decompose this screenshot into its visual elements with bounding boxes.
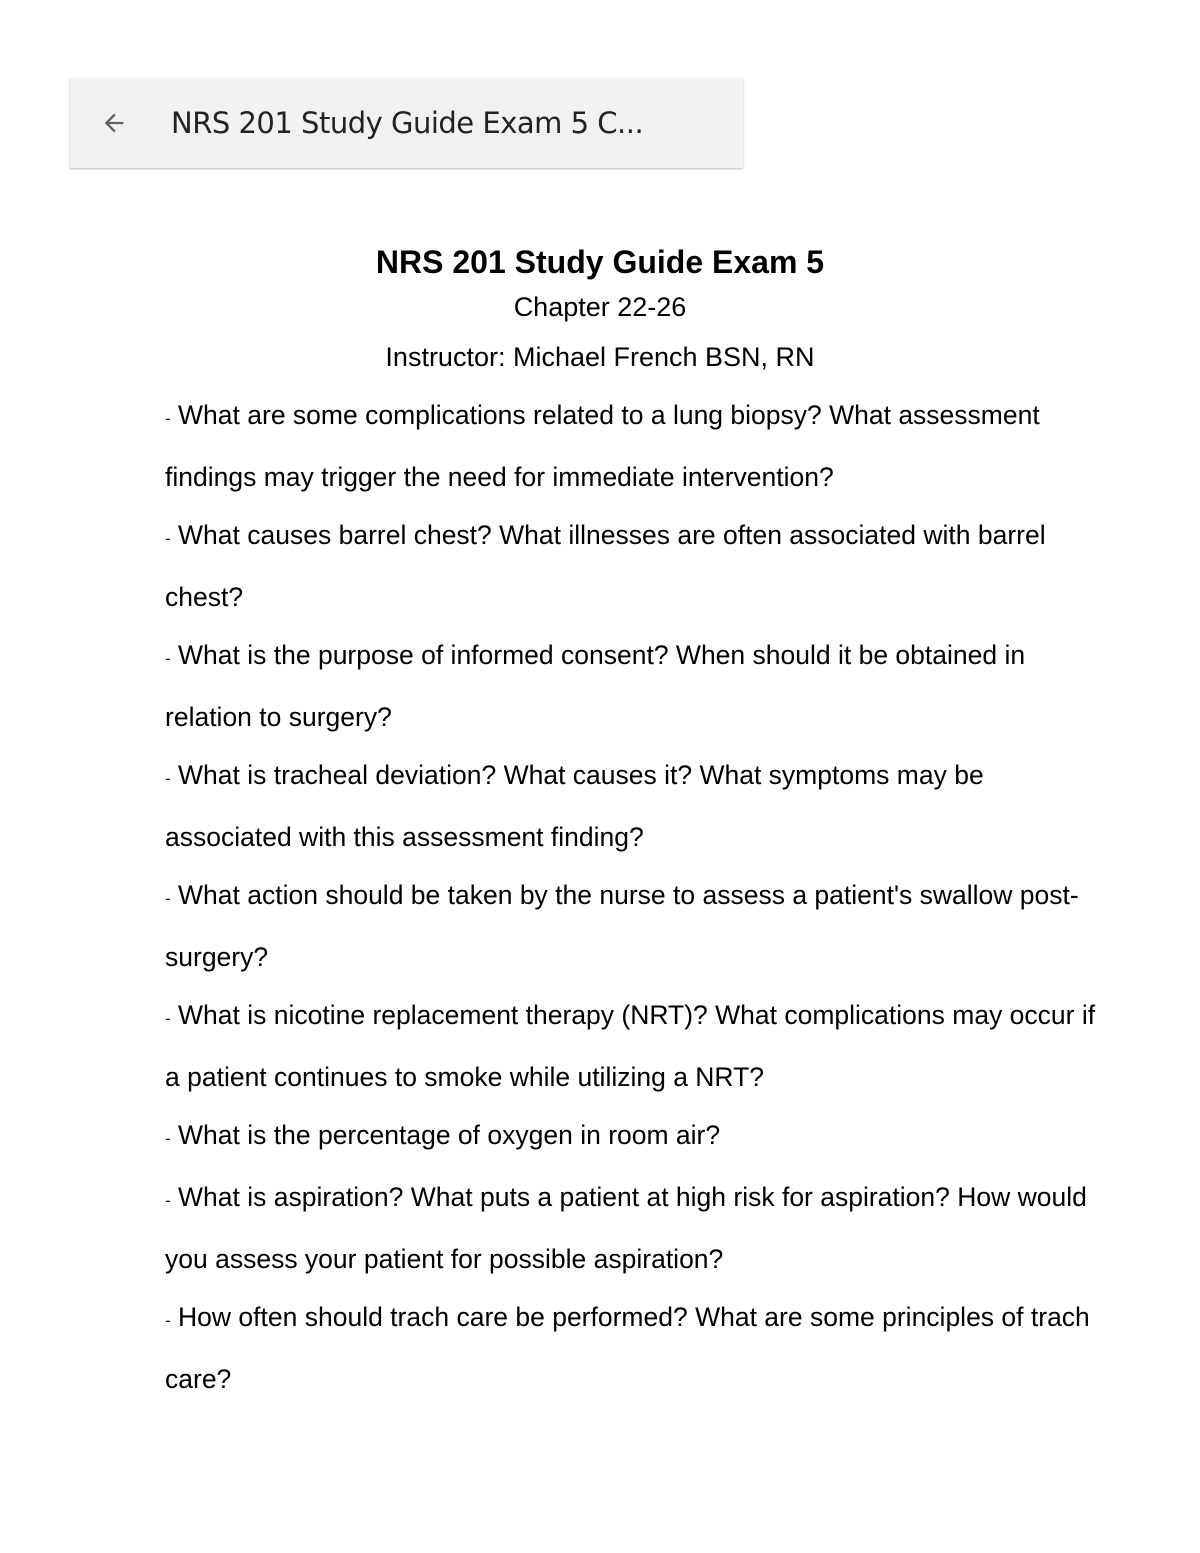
- question-text: What are some complications related to a lung biopsy? What assessment findings may trigger the need for immediate intervention?: [165, 400, 1040, 492]
- question-item: [165, 986, 1115, 1106]
- arrow-left-icon: [100, 109, 128, 137]
- bullet-dash: -: [165, 769, 171, 788]
- bullet-dash: -: [165, 649, 171, 668]
- bullet-dash: -: [165, 1009, 171, 1028]
- question-text: What is tracheal deviation? What causes it? What symptoms may be associated with this assessment finding?: [165, 760, 984, 852]
- question-text: What action should be taken by the nurse to assess a patient's swallow post-surgery?: [165, 880, 1079, 972]
- question-item: [165, 1106, 1115, 1168]
- bullet-dash: -: [165, 889, 171, 908]
- question-text: What is nicotine replacement therapy (NRT)? What complications may occur if a patient continues to smoke while utilizing a NRT?: [165, 1000, 1096, 1092]
- bullet-dash: -: [165, 1129, 171, 1148]
- question-text: What causes barrel chest? What illnesses are often associated with barrel chest?: [165, 520, 1046, 612]
- header-document-title: NRS 201 Study Guide Exam 5 C...: [171, 106, 644, 140]
- bullet-dash: -: [165, 409, 171, 428]
- document-subtitle: Chapter 22-26: [513, 292, 687, 322]
- bullet-dash: -: [165, 1311, 171, 1330]
- bullet-dash: -: [165, 529, 171, 548]
- question-text: How often should trach care be performed? What are some principles of trach care?: [165, 1302, 1090, 1394]
- document-title: NRS 201 Study Guide Exam 5: [375, 244, 825, 280]
- back-button[interactable]: [96, 105, 132, 141]
- document-header-bar: [70, 78, 743, 168]
- question-item: [165, 1168, 1115, 1288]
- question-text: What is aspiration? What puts a patient at high risk for aspiration? How would you assess your patient for possible aspiration?: [165, 1182, 1087, 1274]
- question-item: [165, 506, 1115, 626]
- bullet-dash: -: [165, 1191, 171, 1210]
- question-item: [165, 746, 1115, 866]
- document-instructor: Instructor: Michael French BSN, RN: [385, 342, 815, 372]
- question-list: [165, 386, 1115, 1408]
- question-text: What is the purpose of informed consent? When should it be obtained in relation to surgery?: [165, 640, 1026, 732]
- question-item: [165, 626, 1115, 746]
- question-item: [165, 386, 1115, 506]
- question-text: What is the percentage of oxygen in room air?: [178, 1120, 721, 1150]
- question-item: [165, 1288, 1115, 1408]
- question-item: [165, 866, 1115, 986]
